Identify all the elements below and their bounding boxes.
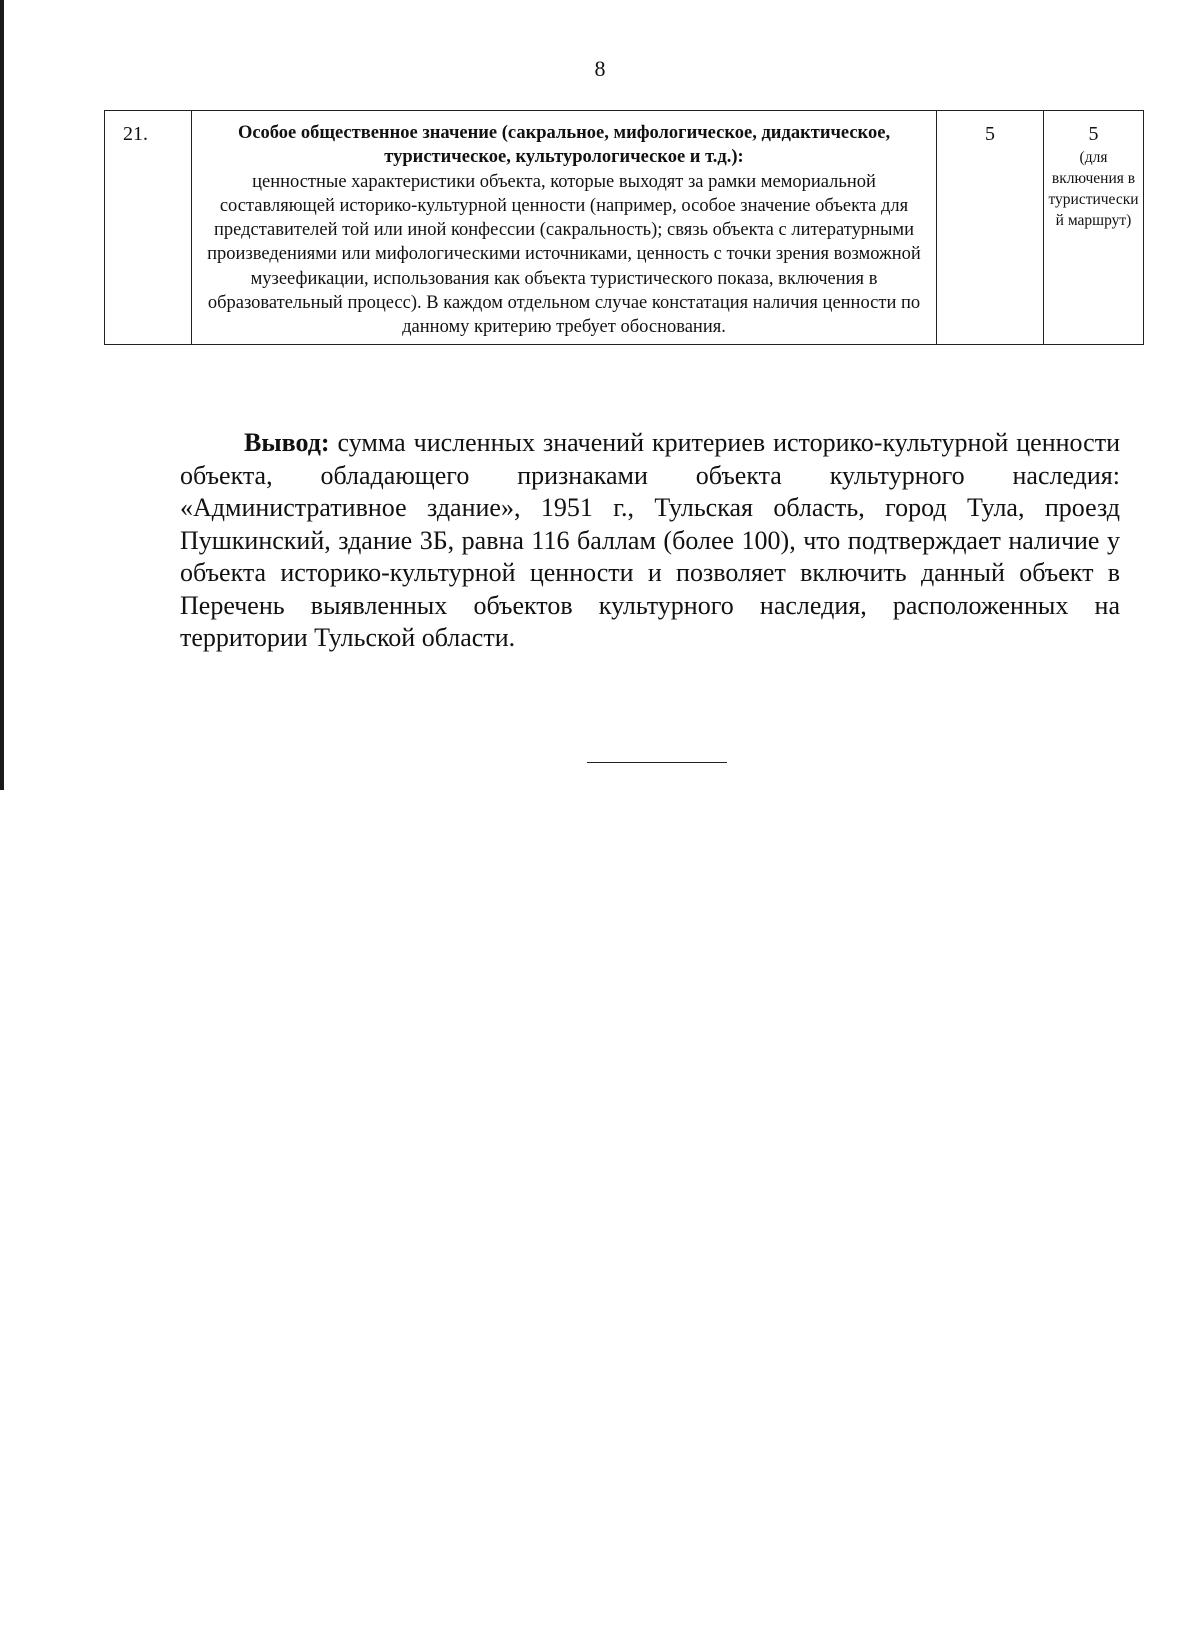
page-number: 8 bbox=[594, 56, 606, 81]
conclusion-lead: Вывод: bbox=[244, 428, 330, 457]
assigned-score: 5 bbox=[1088, 123, 1099, 145]
scan-edge-bar bbox=[0, 0, 4, 790]
criteria-table bbox=[104, 110, 1144, 345]
end-divider bbox=[587, 762, 727, 763]
criterion-heading: Особое общественное значение (сакральное, мифологическое, дидактическое, туристическое, культурологическое и т.д.): bbox=[237, 123, 891, 168]
table-row bbox=[105, 111, 1144, 345]
assigned-score-note: (для включения в туристически й маршрут) bbox=[1048, 149, 1139, 229]
conclusion-paragraph bbox=[180, 427, 1120, 655]
assigned-score-cell bbox=[1044, 111, 1144, 345]
criterion-description: ценностные характеристики объекта, которые выходят за рамки мемориальной составляющей историко-культурной ценности (например, особое значение объекта для представителей той или иной конфессии (сакральность); связь объекта с литературными произведениями или мифологическими источниками, ценность с точки зрения возможной музеефикации, использования как объекта туристического показа, включения в образовательный процесс). В каждом отдельном случае констатация наличия ценности по данному критерию требует обоснования. bbox=[207, 171, 921, 338]
max-score: 5 bbox=[937, 111, 1044, 345]
criterion-cell bbox=[192, 111, 937, 345]
conclusion-text: сумма численных значений критериев историко-культурной ценности объекта, обладающего признаками объекта культурного наследия: «Административное здание», 1951 г., Тульская область, город Тула, проезд Пушкинский, здание 3Б, равна 116 баллам (более 100), что подтверждает наличие у объекта историко-культурной ценности и позволяет включить данный объект в Перечень выявленных объектов культурного наследия, расположенных на территории Тульской области. bbox=[180, 428, 1120, 652]
row-index: 21. bbox=[105, 111, 192, 345]
